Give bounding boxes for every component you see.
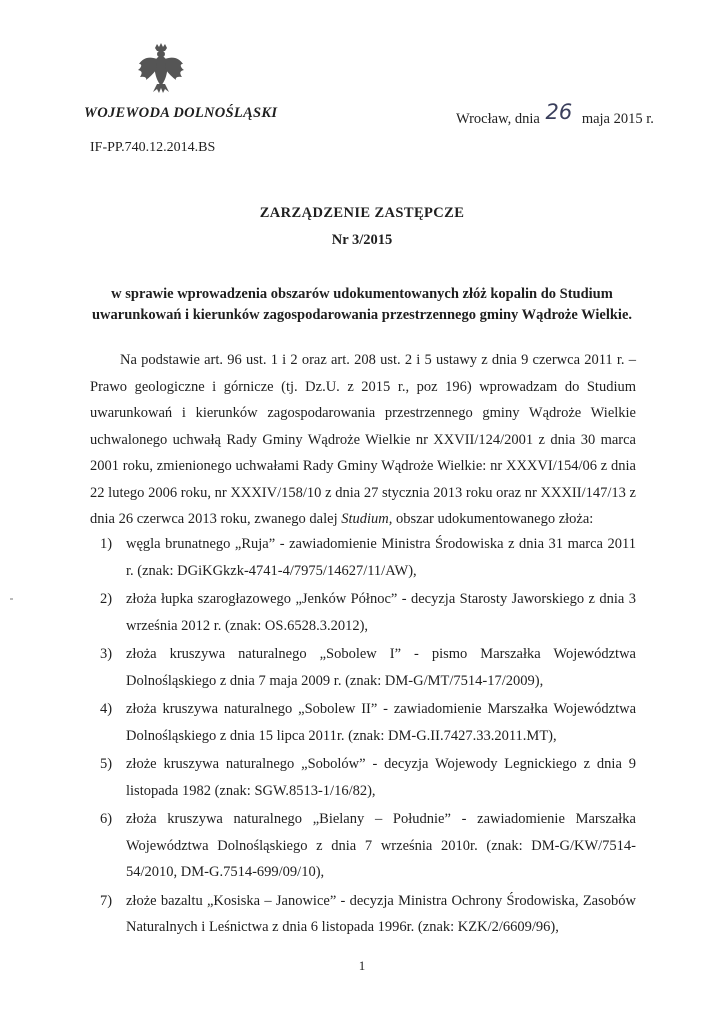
document-title: ZARZĄDZENIE ZASTĘPCZE — [259, 205, 465, 221]
list-item — [90, 641, 636, 694]
list-item-text: złoża kruszywa naturalnego „Bielany – Południe” - zawiadomienie Marszałka Województwa Dolnośląskiego z dnia 7 września 2010r. (znak: DM-G/KW/7514-54/2010, DM-G.7514-699/09/10), — [126, 811, 636, 880]
intro-text-a: Na podstawie art. 96 ust. 1 i 2 oraz art. 208 ust. 2 i 5 ustawy z dnia 9 czerwca 2011 r. – Prawo geologiczne i górnicze (tj. Dz.U. z 2015 r., poz 196) wprowadzam do Studium uwarunkowań i kierunków zagospodarowania przestrzennego gminy Wądroże Wielkie uchwalonego uchwałą Rady Gminy Wądroże Wielkie nr XXVII/124/2001 z dnia 30 marca 2001 roku, zmienionego uchwałami Rady Gminy Wądroże Wielkie: nr XXXVI/154/06 z dnia 22 lutego 2006 roku, nr XXXIV/158/10 z dnia 27 stycznia 2013 roku oraz nr XXXII/147/13 z dnia 26 czerwca 2013 roku, zwanego dalej — [90, 352, 636, 527]
legal-basis-paragraph — [90, 347, 636, 533]
list-item-number: 3) — [100, 646, 113, 662]
intro-text-b: obszar udokumentowanego złoża: — [396, 511, 594, 527]
intro-italic-term: Studium, — [341, 511, 393, 527]
list-item-number: 5) — [100, 756, 113, 772]
document-date — [456, 100, 654, 128]
list-item — [90, 696, 636, 749]
page-number: 1 — [358, 958, 366, 973]
list-item-number: 1) — [100, 536, 113, 552]
document-number: Nr 3/2015 — [331, 232, 393, 248]
list-item-number: 6) — [100, 811, 113, 827]
list-item-text: węgla brunatnego „Ruja” - zawiadomienie Ministra Środowiska z dnia 31 marca 2011 r. (znak: DGiKGkzk-4741-4/7975/14627/11/AW), — [126, 536, 636, 579]
list-item — [90, 751, 636, 804]
subject-line-2: uwarunkowań i kierunków zagospodarowania przestrzennego gminy Wądroże Wielkie. — [91, 307, 633, 323]
date-suffix: maja 2015 r. — [581, 111, 654, 127]
eagle-emblem-icon — [135, 42, 187, 94]
deposit-list — [90, 531, 636, 943]
list-item-number: 2) — [100, 591, 113, 607]
reference-number: IF-PP.740.12.2014.BS — [90, 140, 216, 155]
list-item-text: złoże bazaltu „Kosiska – Janowice” - decyzja Ministra Ochrony Środowiska, Zasobów Naturalnych i Leśnictwa z dnia 6 listopada 1996r. (znak: KZK/2/6609/96), — [126, 892, 636, 935]
scan-speck — [10, 598, 13, 600]
list-item-text: złoża kruszywa naturalnego „Sobolew II” - zawiadomienie Marszałka Województwa Dolnośląskiego z dnia 15 lipca 2011r. (znak: DM-G.II.7427.33.2011.MT), — [126, 701, 636, 744]
list-item-text: złoża łupka szarogłazowego „Jenków Północ” - decyzja Starosty Jaworskiego z dnia 3 września 2012 r. (znak: OS.6528.3.2012), — [126, 591, 636, 634]
date-day-handwritten: 26 — [545, 100, 573, 124]
list-item — [90, 888, 636, 941]
date-prefix: Wrocław, dnia — [456, 111, 540, 127]
list-item-text: złoże kruszywa naturalnego „Sobolów” - decyzja Wojewody Legnickiego z dnia 9 listopada 1982 (znak: SGW.8513-1/16/82), — [126, 756, 636, 799]
subject-line-1: w sprawie wprowadzenia obszarów udokumentowanych złóż kopalin do Studium — [111, 286, 613, 302]
issuing-authority: WOJEWODA DOLNOŚLĄSKI — [84, 105, 278, 121]
list-item-number: 7) — [100, 892, 113, 909]
list-item-text: złoża kruszywa naturalnego „Sobolew I” - pismo Marszałka Województwa Dolnośląskiego z dnia 7 maja 2009 r. (znak: DM-G/MT/7514-17/2009), — [126, 646, 636, 689]
list-item-number: 4) — [100, 701, 113, 717]
list-item — [90, 806, 636, 886]
list-item — [90, 586, 636, 639]
list-item — [90, 531, 636, 584]
